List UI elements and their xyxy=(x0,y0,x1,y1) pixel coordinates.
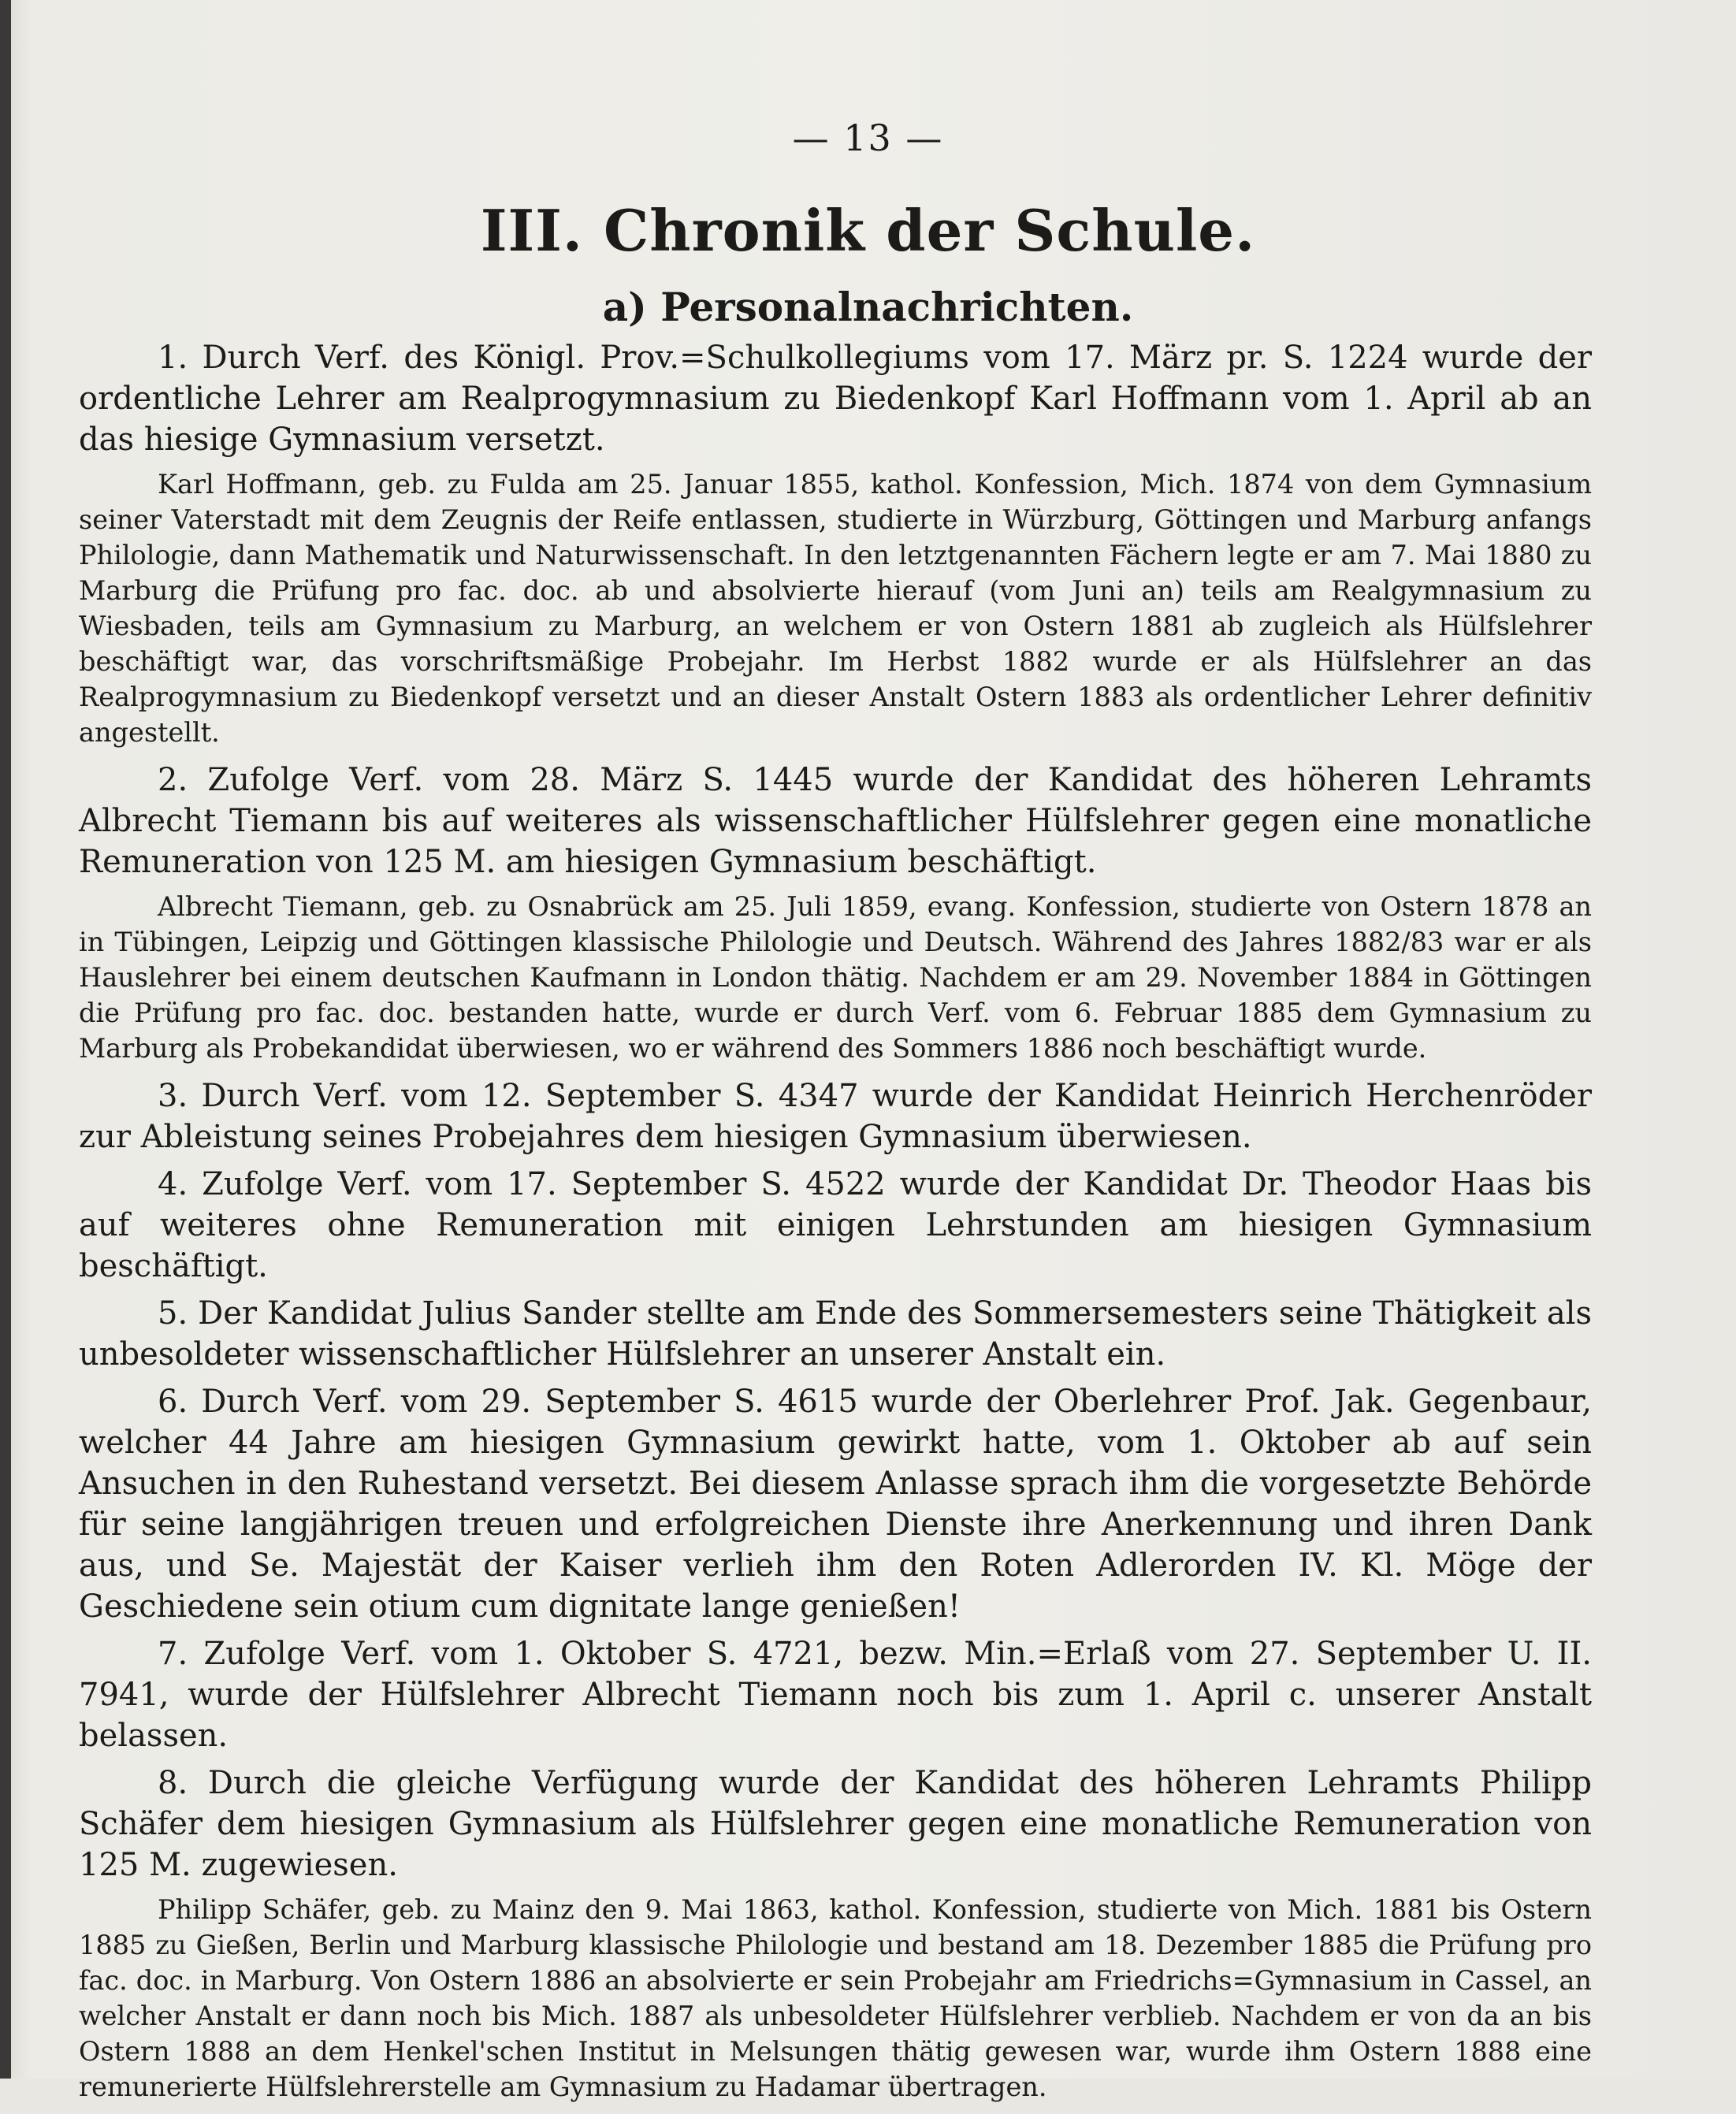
paragraph-3: 3. Durch Verf. vom 12. September S. 4347 wurde der Kandidat Heinrich Herchenröder zur Ableistung seines Probejahres dem hiesigen Gymnasium überwiesen. xyxy=(79,1078,1592,1155)
page-number: — 13 — xyxy=(792,117,944,159)
body-text xyxy=(79,337,1592,2114)
paragraph-7: 7. Zufolge Verf. vom 1. Oktober S. 4721, bezw. Min.=Erlaß vom 27. September U. II. 7941, wurde der Hülfslehrer Albrecht Tiemann noch bis zum 1. April c. unserer Anstalt belassen. xyxy=(79,1636,1592,1754)
paragraph-2: 2. Zufolge Verf. vom 28. März S. 1445 wurde der Kandidat des höheren Lehramts Albrecht Tiemann bis auf weiteres als wissenschaftlicher Hülfslehrer gegen eine monatliche Remuneration von 125 M. am hiesigen Gymnasium beschäftigt. xyxy=(79,762,1592,880)
paragraph-8: 8. Durch die gleiche Verfügung wurde der Kandidat des höheren Lehramts Philipp Schäfer dem hiesigen Gymnasium als Hülfslehrer gegen eine monatliche Remuneration von 125 M. zugewiesen. xyxy=(79,1765,1592,1883)
biography-albrecht-tiemann: Albrecht Tiemann, geb. zu Osnabrück am 25. Juli 1859, evang. Konfession, studierte von Ostern 1878 an in Tübingen, Leipzig und Göttingen klassische Philologie und Deutsch. Während des Jahres 1882/83 war er als Hauslehrer bei einem deutschen Kaufmann in London thätig. Nachdem er am 29. November 1884 in Göttingen die Prüfung pro fac. doc. bestanden hatte, wurde er durch Verf. vom 6. Februar 1885 dem Gymnasium zu Marburg als Probekandidat überwiesen, wo er während des Sommers 1886 noch beschäftigt wurde. xyxy=(79,891,1592,1064)
paragraph-5: 5. Der Kandidat Julius Sander stellte am Ende des Sommersemesters seine Thätigkeit als unbesoldeter wissenschaftlicher Hülfslehrer an unserer Anstalt ein. xyxy=(79,1295,1592,1373)
biography-karl-hoffmann: Karl Hoffmann, geb. zu Fulda am 25. Januar 1855, kathol. Konfession, Mich. 1874 von dem Gymnasium seiner Vaterstadt mit dem Zeugnis der Reife entlassen, studierte in Würzburg, Göttingen und Marburg anfangs Philologie, dann Mathematik und Naturwissenschaft. In den letztgenannten Fächern legte er am 7. Mai 1880 zu Marburg die Prüfung pro fac. doc. ab und absolvierte hierauf (vom Juni an) teils am Realgymnasium zu Wiesbaden, teils am Gymnasium zu Marburg, an welchem er von Ostern 1881 ab zugleich als Hülfslehrer beschäftigt war, das vorschriftsmäßige Probejahr. Im Herbst 1882 wurde er als Hülfslehrer an das Realprogymnasium zu Biedenkopf versetzt und an dieser Anstalt Ostern 1883 als ordentlicher Lehrer definitiv angestellt. xyxy=(79,469,1592,748)
paragraph-6: 6. Durch Verf. vom 29. September S. 4615 wurde der Oberlehrer Prof. Jak. Gegenbaur, welcher 44 Jahre am hiesigen Gymnasium gewirkt hatte, vom 1. Oktober ab auf sein Ansuchen in den Ruhestand versetzt. Bei diesem Anlasse sprach ihm die vorgesetzte Behörde für seine langjährigen treuen und erfolgreichen Dienste ihre Anerkennung und ihren Dank aus, und Se. Majestät der Kaiser verlieh ihm den Roten Adlerorden IV. Kl. Möge der Geschiedene sein otium cum dignitate lange genießen! xyxy=(79,1384,1592,1625)
paragraph-1: 1. Durch Verf. des Königl. Prov.=Schulkollegiums vom 17. März pr. S. 1224 wurde der ordentliche Lehrer am Realprogymnasium zu Biedenkopf Karl Hoffmann vom 1. April ab an das hiesige Gymnasium versetzt. xyxy=(79,340,1592,458)
biography-philipp-schaefer: Philipp Schäfer, geb. zu Mainz den 9. Mai 1863, kathol. Konfession, studierte von Mich. 1881 bis Ostern 1885 zu Gießen, Berlin und Marburg klassische Philologie und bestand am 18. Dezember 1885 die Prüfung pro fac. doc. in Marburg. Von Ostern 1886 an absolvierte er sein Probejahr am Friedrichs=Gymnasium in Cassel, an welcher Anstalt er dann noch bis Mich. 1887 als unbesoldeter Hülfslehrer verblieb. Nachdem er von da an bis Ostern 1888 an dem Henkel'schen Institut in Melsungen thätig gewesen war, wurde ihm Ostern 1888 eine remunerierte Hülfslehrerstelle am Gymnasium zu Hadamar übertragen. xyxy=(79,1894,1592,2102)
chapter-title: III. Chronik der Schule. xyxy=(480,197,1256,264)
section-title: a) Personalnachrichten. xyxy=(602,284,1134,330)
paragraph-4: 4. Zufolge Verf. vom 17. September S. 4522 wurde der Kandidat Dr. Theodor Haas bis auf weiteres ohne Remuneration mit einigen Lehrstunden am hiesigen Gymnasium beschäftigt. xyxy=(79,1166,1592,1284)
